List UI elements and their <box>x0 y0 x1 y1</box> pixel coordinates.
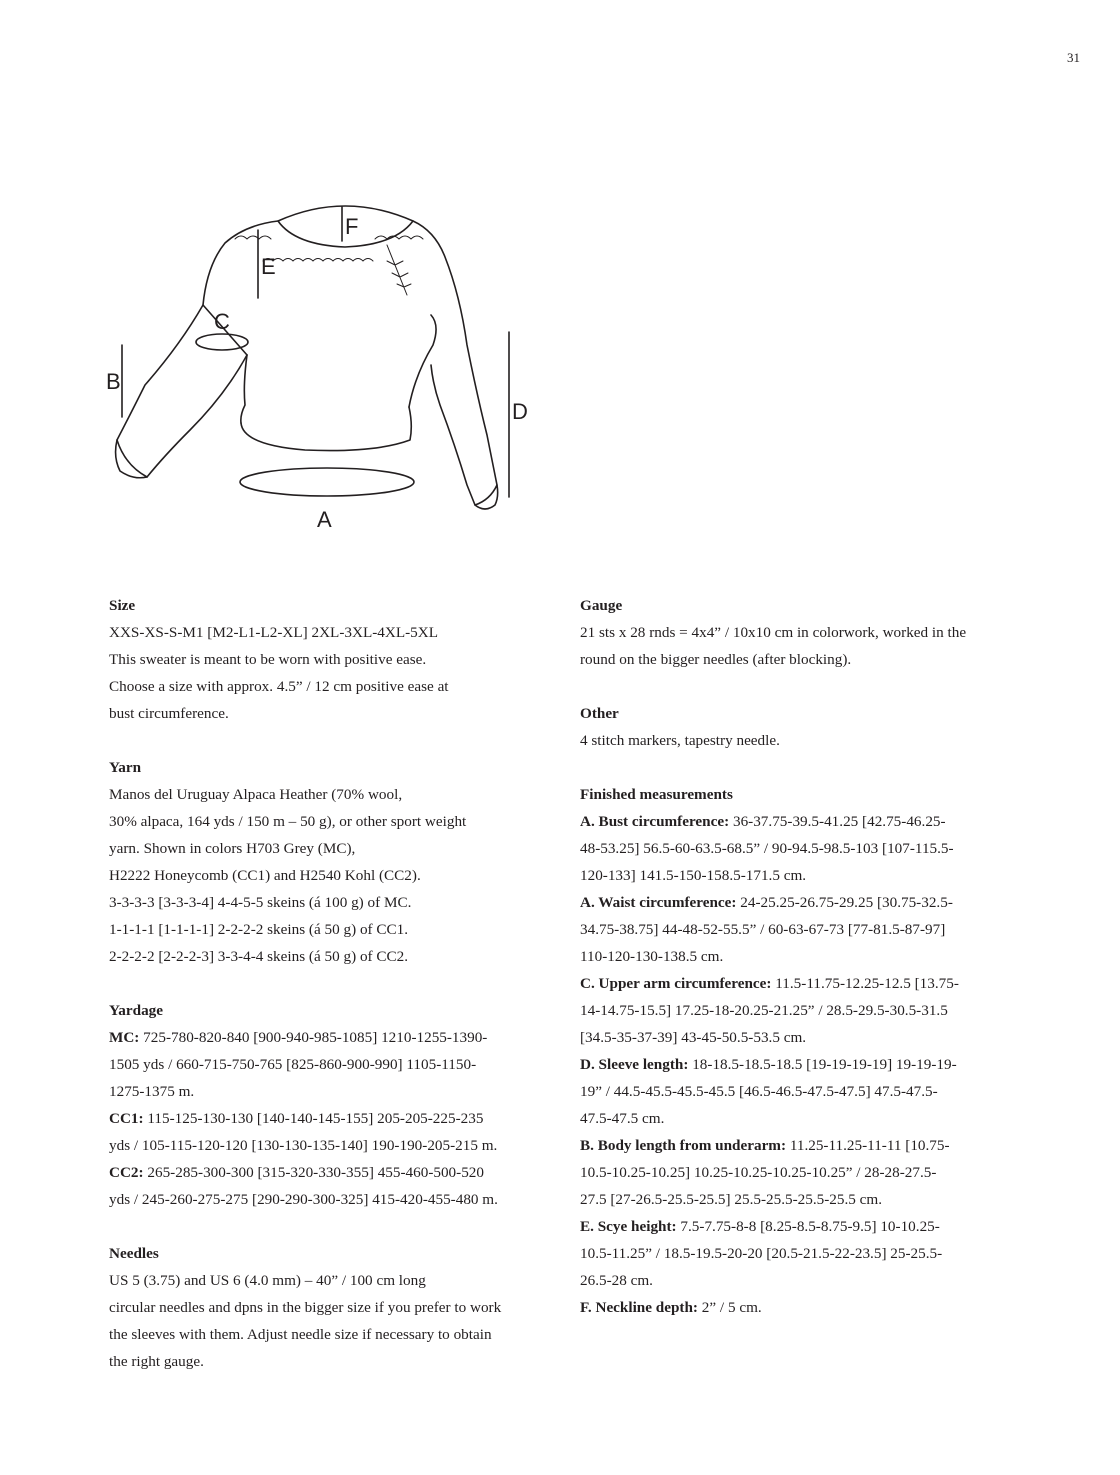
label-c: C <box>214 309 230 334</box>
needles-text <box>109 1267 549 1375</box>
label-a: A <box>317 507 332 532</box>
measurement-line: 120-133] 141.5-150-158.5-171.5 cm. <box>580 867 807 884</box>
label-d: D <box>512 399 528 424</box>
measurement-neckline-depth <box>580 1294 1020 1321</box>
yardage-key: MC: <box>109 1029 140 1046</box>
other-line: 4 stitch markers, tapestry needle. <box>580 732 780 749</box>
measurement-line: 19” / 44.5-45.5-45.5-45.5 [46.5-46.5-47.5-47.5] 47.5-47.5- <box>580 1083 938 1100</box>
yardage-line: 1275-1375 m. <box>109 1083 195 1100</box>
measurement-key: A. Waist circumference: <box>580 894 737 911</box>
measurement-line <box>580 889 1020 916</box>
measurement-line: 47.5-47.5 cm. <box>580 1110 665 1127</box>
measurement-value: 11.5-11.75-12.25-12.5 [13.75- <box>771 975 959 992</box>
right-column <box>580 592 1020 1348</box>
yardage-line <box>109 1024 549 1051</box>
measurement-line: 34.75-38.75] 44-48-52-55.5” / 60-63-67-73 [77-81.5-87-97] <box>580 921 946 938</box>
measurement-line: 27.5 [27-26.5-25.5-25.5] 25.5-25.5-25.5-25.5 cm. <box>580 1191 883 1208</box>
yarn-section <box>109 754 549 970</box>
yardage-line <box>109 1159 549 1186</box>
size-text <box>109 619 549 727</box>
yardage-entry-cc2 <box>109 1159 549 1213</box>
body-hem-outline <box>241 407 411 451</box>
measurement-bust <box>580 808 1020 889</box>
gauge-section <box>580 592 1020 673</box>
gauge-line: 21 sts x 28 rnds = 4x4” / 10x10 cm in colorwork, worked in the <box>580 624 967 641</box>
measurement-key: D. Sleeve length: <box>580 1056 689 1073</box>
gauge-line: round on the bigger needles (after blocking). <box>580 651 852 668</box>
measurement-key: A. Bust circumference: <box>580 813 730 830</box>
needles-heading: Needles <box>109 1245 159 1262</box>
yoke-leaf-motif <box>387 245 411 295</box>
yardage-section <box>109 997 549 1213</box>
finished-measurements-section <box>580 781 1020 1321</box>
measurement-line: [34.5-35-37-39] 43-45-50.5-53.5 cm. <box>580 1029 807 1046</box>
right-sleeve-outline <box>413 221 497 505</box>
yardage-heading: Yardage <box>109 1002 163 1019</box>
yardage-key: CC1: <box>109 1110 144 1127</box>
measurement-value: 2” / 5 cm. <box>698 1299 762 1316</box>
yarn-line: 3-3-3-3 [3-3-3-4] 4-4-5-5 skeins (á 100 g) of MC. <box>109 894 412 911</box>
gauge-heading: Gauge <box>580 597 623 614</box>
measurement-line: 48-53.25] 56.5-60-63.5-68.5” / 90-94.5-98.5-103 [107-115.5- <box>580 840 954 857</box>
size-heading: Size <box>109 597 136 614</box>
finished-measurements-heading: Finished measurements <box>580 786 733 803</box>
other-heading: Other <box>580 705 619 722</box>
measurement-value: 24-25.25-26.75-29.25 [30.75-32.5- <box>736 894 953 911</box>
measurement-line: 10.5-11.25” / 18.5-19.5-20-20 [20.5-21.5-22-23.5] 25-25.5- <box>580 1245 943 1262</box>
yardage-line: yds / 105-115-120-120 [130-130-135-140] 190-190-205-215 m. <box>109 1137 498 1154</box>
measurement-waist <box>580 889 1020 970</box>
size-line: bust circumference. <box>109 705 229 722</box>
yardage-value: 265-285-300-300 [315-320-330-355] 455-460-500-520 <box>143 1164 484 1181</box>
yarn-heading: Yarn <box>109 759 142 776</box>
measurement-key: C. Upper arm circumference: <box>580 975 772 992</box>
yardage-value: 725-780-820-840 [900-940-985-1085] 1210-1255-1390- <box>139 1029 488 1046</box>
yarn-line: 1-1-1-1 [1-1-1-1] 2-2-2-2 skeins (á 50 g) of CC1. <box>109 921 409 938</box>
measurement-line <box>580 1051 1020 1078</box>
measurement-line <box>580 1132 1020 1159</box>
measurement-upper-arm <box>580 970 1020 1051</box>
measurement-value: 7.5-7.75-8-8 [8.25-8.5-8.75-9.5] 10-10.25- <box>676 1218 940 1235</box>
measurement-value: 18-18.5-18.5-18.5 [19-19-19-19] 19-19-19- <box>688 1056 957 1073</box>
measurement-line <box>580 970 1020 997</box>
yardage-entry-mc <box>109 1024 549 1105</box>
measurement-value: 36-37.75-39.5-41.25 [42.75-46.25- <box>729 813 946 830</box>
body-right-side <box>409 315 436 407</box>
label-b: B <box>106 369 121 394</box>
yarn-line: 2-2-2-2 [2-2-2-3] 3-3-4-4 skeins (á 50 g) of CC2. <box>109 948 409 965</box>
yardage-line <box>109 1105 549 1132</box>
needles-line: US 5 (3.75) and US 6 (4.0 mm) – 40” / 100 cm long <box>109 1272 426 1289</box>
yardage-value: 115-125-130-130 [140-140-145-155] 205-205-225-235 <box>143 1110 484 1127</box>
needles-section <box>109 1240 549 1375</box>
other-text <box>580 727 1020 754</box>
other-section <box>580 700 1020 754</box>
measurement-line <box>580 1213 1020 1240</box>
yardage-key: CC2: <box>109 1164 144 1181</box>
needles-line: the sleeves with them. Adjust needle size if necessary to obtain <box>109 1326 492 1343</box>
measurement-key: B. Body length from underarm: <box>580 1137 787 1154</box>
measurement-sleeve-length <box>580 1051 1020 1132</box>
yardage-line: yds / 245-260-275-275 [290-290-300-325] 415-420-455-480 m. <box>109 1191 498 1208</box>
sweater-schematic-drawing <box>95 195 540 540</box>
sweater-schematic <box>95 195 540 540</box>
measurement-key: E. Scye height: <box>580 1218 677 1235</box>
yardage-entry-cc1 <box>109 1105 549 1159</box>
upper-arm-ellipse <box>196 334 248 350</box>
yarn-line: H2222 Honeycomb (CC1) and H2540 Kohl (CC2). <box>109 867 421 884</box>
needles-line: the right gauge. <box>109 1353 204 1370</box>
bust-ellipse <box>240 468 414 496</box>
left-column <box>109 592 549 1402</box>
left-cuff-outline <box>116 440 147 478</box>
yarn-line: Manos del Uruguay Alpaca Heather (70% wool, <box>109 786 403 803</box>
measurement-line: 26.5-28 cm. <box>580 1272 653 1289</box>
measurement-value: 11.25-11.25-11-11 [10.75- <box>786 1137 950 1154</box>
size-line: Choose a size with approx. 4.5” / 12 cm positive ease at <box>109 678 449 695</box>
page-number: 31 <box>1067 50 1080 65</box>
measurement-line: 10.5-10.25-10.25] 10.25-10.25-10.25-10.25” / 28-28-27.5- <box>580 1164 937 1181</box>
yarn-text <box>109 781 549 970</box>
measurement-line: 14-14.75-15.5] 17.25-18-20.25-21.25” / 28.5-29.5-30.5-31.5 <box>580 1002 948 1019</box>
label-f: F <box>345 214 359 239</box>
measurement-key: F. Neckline depth: <box>580 1299 698 1316</box>
size-line: This sweater is meant to be worn with positive ease. <box>109 651 427 668</box>
size-line: XXS-XS-S-M1 [M2-L1-L2-XL] 2XL-3XL-4XL-5XL <box>109 624 439 641</box>
size-section <box>109 592 549 727</box>
needles-line: circular needles and dpns in the bigger size if you prefer to work <box>109 1299 502 1316</box>
yardage-line: 1505 yds / 660-715-750-765 [825-860-900-990] 1105-1150- <box>109 1056 477 1073</box>
gauge-text <box>580 619 1020 673</box>
measurement-scye-height <box>580 1213 1020 1294</box>
yarn-line: yarn. Shown in colors H703 Grey (MC), <box>109 840 356 857</box>
measurement-body-length <box>580 1132 1020 1213</box>
measurement-line: 110-120-130-138.5 cm. <box>580 948 724 965</box>
yarn-line: 30% alpaca, 164 yds / 150 m – 50 g), or other sport weight <box>109 813 467 830</box>
measurement-line <box>580 1294 1020 1321</box>
measurement-line <box>580 808 1020 835</box>
label-e: E <box>261 254 276 279</box>
